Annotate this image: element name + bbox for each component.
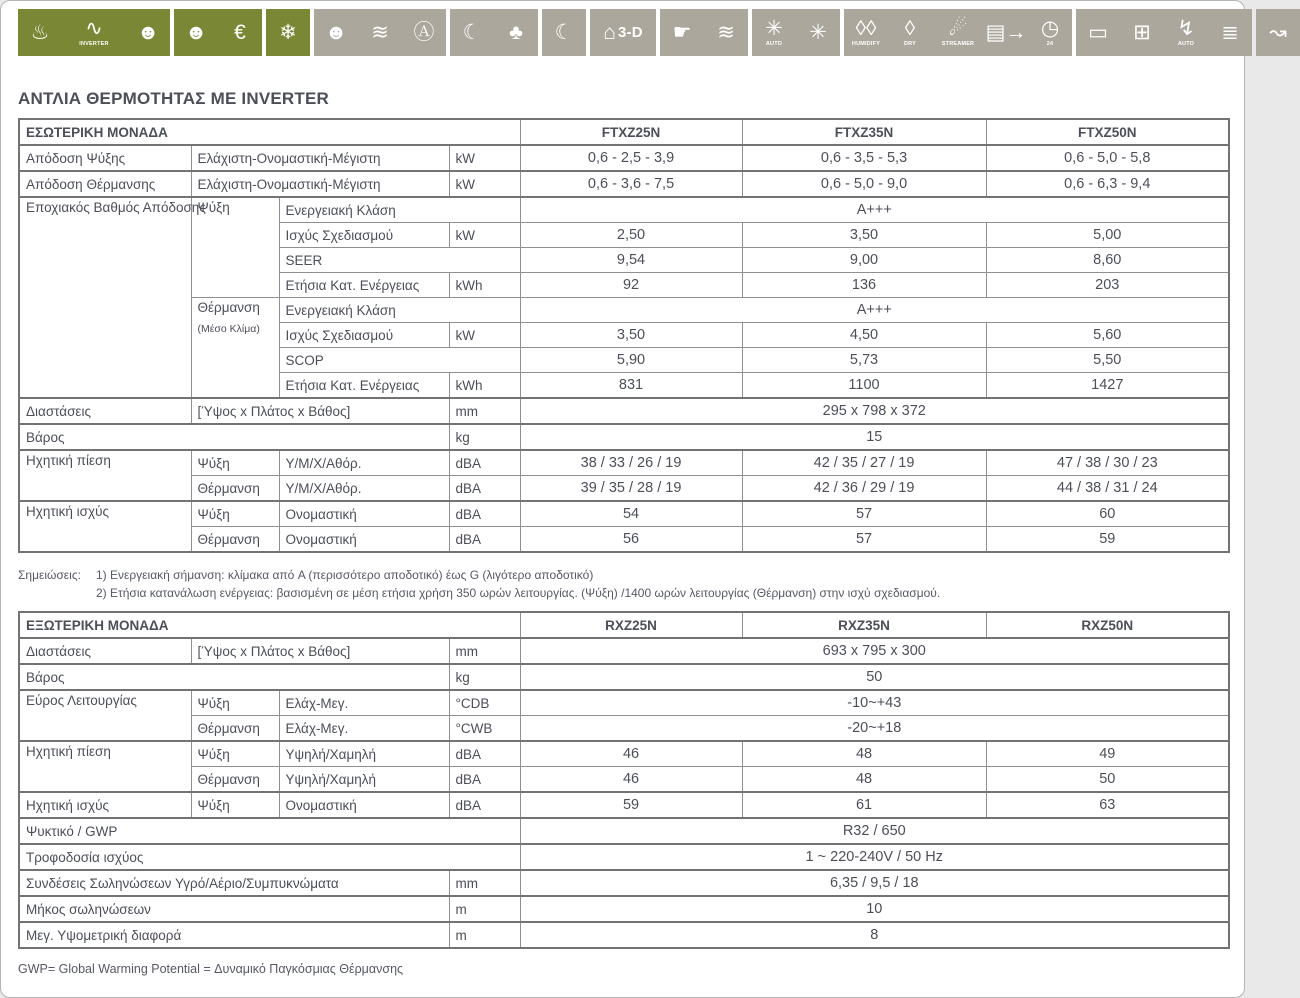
height-difference-unit: m bbox=[449, 922, 520, 948]
indoor-sound-pressure-cooling-row bbox=[19, 450, 1229, 476]
indoor-dimensions-label: Διαστάσεις bbox=[19, 398, 191, 424]
timer-24h-clock-icon-glyph: ◷ bbox=[1040, 17, 1060, 40]
heating-energy-class-value: A+++ bbox=[520, 298, 1229, 323]
cooling-annual-energy-value-3: 203 bbox=[986, 273, 1229, 298]
indoor-model-2: FTXZ35N bbox=[742, 119, 986, 145]
heating-annual-energy-unit: kWh bbox=[449, 373, 520, 399]
heating-design-load-value-3: 5,60 bbox=[986, 323, 1229, 348]
indoor-dimensions-sub-label: [Ύψος x Πλάτος x Βάθος] bbox=[191, 398, 449, 424]
sp-cooling-value-2: 42 / 35 / 27 / 19 bbox=[742, 450, 986, 476]
or-heating-mode: Θέρμανση bbox=[191, 716, 279, 742]
refrigerant-value: R32 / 650 bbox=[520, 818, 1229, 844]
heating-annual-energy-label: Ετήσια Κατ. Ενέργειας bbox=[279, 373, 449, 399]
sw-cooling-mode: Ψύξη bbox=[191, 501, 279, 527]
power-supply-value: 1 ~ 220-240V / 50 Hz bbox=[520, 844, 1229, 870]
osw-cooling-unit: dBA bbox=[449, 792, 520, 818]
cooling-annual-energy-unit: kWh bbox=[449, 273, 520, 298]
cooling-energy-class-label: Ενεργειακή Κλάση bbox=[279, 197, 520, 223]
scop-label: SCOP bbox=[279, 348, 520, 373]
outdoor-dimensions-value: 693 x 795 x 300 bbox=[520, 638, 1229, 664]
hand-flap-icon bbox=[660, 9, 704, 56]
indoor-dimensions-unit: mm bbox=[449, 398, 520, 424]
cooling-annual-energy-value-1: 92 bbox=[520, 273, 742, 298]
auto-restart-icon-caption: AUTO bbox=[1177, 41, 1195, 47]
night-tree-icon-glyph: ♣ bbox=[509, 21, 523, 44]
cooling-capacity-unit: kW bbox=[449, 145, 520, 171]
multi-connection-icon bbox=[1208, 9, 1252, 56]
night-tree-icon bbox=[494, 9, 538, 56]
outdoor-weight-row bbox=[19, 664, 1229, 690]
sp-heating-sub-label: Υ/Μ/Χ/Αθόρ. bbox=[279, 476, 449, 502]
indoor-model-3: FTXZ50N bbox=[986, 119, 1229, 145]
osp-heating-value-1: 46 bbox=[520, 767, 742, 793]
sw-cooling-value-1: 54 bbox=[520, 501, 742, 527]
indoor-weight-row bbox=[19, 424, 1229, 450]
multi-connection-icon-glyph: ≣ bbox=[1221, 21, 1239, 44]
remote-control-icon-glyph: ▭ bbox=[1088, 21, 1108, 44]
sw-cooling-value-2: 57 bbox=[742, 501, 986, 527]
outdoor-weight-unit: kg bbox=[449, 664, 520, 690]
streamer-icon-caption: STREAMER bbox=[941, 41, 975, 47]
piping-length-unit: m bbox=[449, 896, 520, 922]
intelligent-eye-person-icon bbox=[174, 9, 218, 56]
seer-value-2: 9,00 bbox=[742, 248, 986, 273]
timer-24h-clock-icon bbox=[1028, 9, 1072, 56]
filter-panel-icon bbox=[984, 9, 1028, 56]
heating-capacity-row bbox=[19, 171, 1229, 197]
heating-annual-energy-value-3: 1427 bbox=[986, 373, 1229, 399]
flap-snowflake-icon bbox=[266, 9, 310, 56]
sw-heating-mode: Θέρμανση bbox=[191, 527, 279, 553]
operating-range-cooling-row bbox=[19, 690, 1229, 716]
osp-heating-value-2: 48 bbox=[742, 767, 986, 793]
auto-mode-a-icon bbox=[402, 9, 446, 56]
indoor-sound-power-cooling-row bbox=[19, 501, 1229, 527]
outdoor-dimensions-label: Διαστάσεις bbox=[19, 638, 191, 664]
indoor-weight-value: 15 bbox=[520, 424, 1229, 450]
humidify-drops-icon-caption: HUMIDIFY bbox=[851, 41, 881, 47]
indoor-unit-table bbox=[18, 118, 1230, 553]
outdoor-dimensions-unit: mm bbox=[449, 638, 520, 664]
comfort-airflow-person-icon bbox=[126, 9, 170, 56]
sw-cooling-unit: dBA bbox=[449, 501, 520, 527]
cooling-design-load-value-3: 5,00 bbox=[986, 223, 1229, 248]
sw-heating-value-3: 59 bbox=[986, 527, 1229, 553]
scop-value-2: 5,73 bbox=[742, 348, 986, 373]
osp-cooling-value-3: 49 bbox=[986, 741, 1229, 767]
indoor-sound-power-label: Ηχητική ισχύς bbox=[19, 501, 191, 552]
refrigerant-row bbox=[19, 818, 1229, 844]
osw-cooling-value-2: 61 bbox=[742, 792, 986, 818]
sp-cooling-unit: dBA bbox=[449, 450, 520, 476]
height-difference-label: Μεγ. Υψομετρική διαφορά bbox=[19, 922, 449, 948]
indoor-header-row bbox=[19, 119, 1229, 145]
cooling-design-load-value-1: 2,50 bbox=[520, 223, 742, 248]
auto-restart-icon-glyph: ↯ bbox=[1177, 17, 1195, 40]
heating-capacity-range-label: Ελάχιστη-Ονομαστική-Μέγιστη bbox=[191, 171, 449, 197]
outdoor-sound-power-label: Ηχητική ισχύς bbox=[19, 792, 191, 818]
flap-snowflake-icon-glyph: ❄ bbox=[279, 21, 297, 44]
piping-connections-row bbox=[19, 870, 1229, 896]
wings-airflow-icon bbox=[358, 9, 402, 56]
gwp-footnote: GWP= Global Warming Potential = Δυναμικό Παγκόσμιας Θέρμανσης bbox=[18, 962, 404, 976]
coanda-wings-icon-glyph: ≋ bbox=[717, 21, 735, 44]
piping-connections-value: 6,35 / 9,5 / 18 bbox=[520, 870, 1229, 896]
cooling-design-load-label: Ισχύς Σχεδιασμού bbox=[279, 223, 449, 248]
heating-capacity-value-2: 0,6 - 5,0 - 9,0 bbox=[742, 171, 986, 197]
humidify-drops-icon bbox=[844, 9, 888, 56]
streamer-icon-glyph: ☄ bbox=[948, 17, 968, 40]
or-heating-sub-label: Ελάχ-Μεγ. bbox=[279, 716, 449, 742]
cooling-capacity-label: Απόδοση Ψύξης bbox=[19, 145, 191, 171]
feature-icon-bar bbox=[18, 9, 1287, 56]
or-heating-value: -20~+18 bbox=[520, 716, 1229, 742]
osp-cooling-value-1: 46 bbox=[520, 741, 742, 767]
comfort-airflow-person-icon-glyph: ☻ bbox=[136, 21, 160, 44]
sp-heating-unit: dBA bbox=[449, 476, 520, 502]
presence-person-icon-glyph: ☻ bbox=[324, 21, 348, 44]
sw-cooling-value-3: 60 bbox=[986, 501, 1229, 527]
presence-person-icon bbox=[314, 9, 358, 56]
outdoor-weight-label: Βάρος bbox=[19, 664, 449, 690]
outdoor-sound-pressure-cooling-row bbox=[19, 741, 1229, 767]
or-cooling-sub-label: Ελάχ-Μεγ. bbox=[279, 690, 449, 716]
swing-flap-icon-glyph: ↝ bbox=[1269, 21, 1287, 44]
fan-auto-icon-caption: AUTO bbox=[765, 41, 783, 47]
osp-heating-sub-label: Υψηλή/Χαμηλή bbox=[279, 767, 449, 793]
house-3d-airflow-icon-caption: 3-D bbox=[617, 24, 643, 41]
sw-heating-value-1: 56 bbox=[520, 527, 742, 553]
seer-value-1: 9,54 bbox=[520, 248, 742, 273]
heating-energy-class-label: Ενεργειακή Κλάση bbox=[279, 298, 520, 323]
cooling-design-load-unit: kW bbox=[449, 223, 520, 248]
seasonal-heating-mode bbox=[191, 298, 279, 399]
height-difference-value: 8 bbox=[520, 922, 1229, 948]
heating-capacity-label: Απόδοση Θέρμανσης bbox=[19, 171, 191, 197]
remote-control-icon bbox=[1076, 9, 1120, 56]
cooling-annual-energy-label: Ετήσια Κατ. Ενέργειας bbox=[279, 273, 449, 298]
heating-annual-energy-value-1: 831 bbox=[520, 373, 742, 399]
refrigerant-label: Ψυκτικό / GWP bbox=[19, 818, 520, 844]
auto-restart-icon bbox=[1164, 9, 1208, 56]
osw-cooling-value-3: 63 bbox=[986, 792, 1229, 818]
osp-heating-mode: Θέρμανση bbox=[191, 767, 279, 793]
fan-quiet-icon bbox=[796, 9, 840, 56]
power-supply-row bbox=[19, 844, 1229, 870]
cooling-capacity-row bbox=[19, 145, 1229, 171]
sp-cooling-value-3: 47 / 38 / 30 / 23 bbox=[986, 450, 1229, 476]
osp-heating-unit: dBA bbox=[449, 767, 520, 793]
hand-flap-icon-glyph: ☛ bbox=[672, 21, 692, 44]
osp-cooling-value-2: 48 bbox=[742, 741, 986, 767]
heating-design-load-unit: kW bbox=[449, 323, 520, 348]
cooling-energy-class-value: A+++ bbox=[520, 197, 1229, 223]
indoor-dimensions-value: 295 x 798 x 372 bbox=[520, 398, 1229, 424]
timer-24h-clock-icon-caption: 24 bbox=[1046, 41, 1054, 47]
seer-value-3: 8,60 bbox=[986, 248, 1229, 273]
operating-range-label: Εύρος Λειτουργίας bbox=[19, 690, 191, 741]
outdoor-model-1: RXZ25N bbox=[520, 612, 742, 638]
piggy-bank-econo-icon bbox=[218, 9, 262, 56]
indoor-weight-unit: kg bbox=[449, 424, 520, 450]
house-3d-airflow-icon bbox=[590, 9, 656, 56]
seasonal-heating-climate-note: (Μέσο Κλίμα) bbox=[197, 322, 260, 335]
osp-heating-value-3: 50 bbox=[986, 767, 1229, 793]
wired-controller-icon bbox=[1120, 9, 1164, 56]
heating-capacity-value-3: 0,6 - 6,3 - 9,4 bbox=[986, 171, 1229, 197]
outdoor-sound-pressure-label: Ηχητική πίεση bbox=[19, 741, 191, 792]
coanda-wings-icon bbox=[704, 9, 748, 56]
osw-cooling-mode: Ψύξη bbox=[191, 792, 279, 818]
cooling-capacity-value-3: 0,6 - 5,0 - 5,8 bbox=[986, 145, 1229, 171]
outdoor-model-3: RXZ50N bbox=[986, 612, 1229, 638]
house-3d-airflow-icon-glyph: ⌂ bbox=[603, 21, 616, 44]
seasonal-cooling-energy-class-row bbox=[19, 197, 1229, 223]
notes-block bbox=[18, 566, 1228, 602]
sp-cooling-sub-label: Υ/Μ/Χ/Αθόρ. bbox=[279, 450, 449, 476]
humidify-drops-icon-glyph: ◊◊ bbox=[855, 17, 877, 40]
humidify-pot-icon-glyph: ♨ bbox=[30, 21, 50, 44]
outdoor-header-row bbox=[19, 612, 1229, 638]
operating-range-heating-row bbox=[19, 716, 1229, 742]
outdoor-unit-table bbox=[18, 611, 1230, 949]
outdoor-sound-power-row bbox=[19, 792, 1229, 818]
filter-panel-icon-glyph: ▤→ bbox=[985, 21, 1027, 44]
outdoor-weight-value: 50 bbox=[520, 664, 1229, 690]
sw-heating-sub-label: Ονομαστική bbox=[279, 527, 449, 553]
humidify-pot-icon bbox=[18, 9, 62, 56]
seasonal-efficiency-label: Εποχιακός Βαθμός Απόδοσης bbox=[19, 197, 191, 398]
piping-connections-label: Συνδέσεις Σωληνώσεων Υγρό/Αέριο/Συμπυκνώματα bbox=[19, 870, 449, 896]
indoor-weight-label: Βάρος bbox=[19, 424, 449, 450]
outdoor-model-2: RXZ35N bbox=[742, 612, 986, 638]
or-cooling-value: -10~+43 bbox=[520, 690, 1229, 716]
sw-heating-unit: dBA bbox=[449, 527, 520, 553]
seer-label: SEER bbox=[279, 248, 520, 273]
sw-cooling-sub-label: Ονομαστική bbox=[279, 501, 449, 527]
outdoor-table-title: ΕΞΩΤΕΡΙΚΗ ΜΟΝΑΔΑ bbox=[19, 612, 520, 638]
piping-length-label: Μήκος σωληνώσεων bbox=[19, 896, 449, 922]
indoor-sound-power-heating-row bbox=[19, 527, 1229, 553]
outdoor-sound-pressure-heating-row bbox=[19, 767, 1229, 793]
fan-auto-icon bbox=[752, 9, 796, 56]
indoor-sound-pressure-label: Ηχητική πίεση bbox=[19, 450, 191, 501]
osw-cooling-sub-label: Ονομαστική bbox=[279, 792, 449, 818]
heating-capacity-unit: kW bbox=[449, 171, 520, 197]
sp-heating-value-1: 39 / 35 / 28 / 19 bbox=[520, 476, 742, 502]
wired-controller-icon-glyph: ⊞ bbox=[1133, 21, 1151, 44]
power-supply-label: Τροφοδοσία ισχύος bbox=[19, 844, 520, 870]
heating-design-load-label: Ισχύς Σχεδιασμού bbox=[279, 323, 449, 348]
dry-drop-icon-caption: DRY bbox=[903, 41, 916, 47]
cooling-capacity-value-1: 0,6 - 2,5 - 3,9 bbox=[520, 145, 742, 171]
scop-value-1: 5,90 bbox=[520, 348, 742, 373]
notes-lines bbox=[96, 566, 940, 602]
night-set-mode-icon-glyph: ☾ bbox=[554, 21, 574, 44]
wings-airflow-icon-glyph: ≋ bbox=[371, 21, 389, 44]
indoor-model-1: FTXZ25N bbox=[520, 119, 742, 145]
night-set-mode-icon bbox=[542, 9, 586, 56]
piping-connections-unit: mm bbox=[449, 870, 520, 896]
sp-heating-value-2: 42 / 36 / 29 / 19 bbox=[742, 476, 986, 502]
seasonal-cooling-mode: Ψύξη bbox=[191, 197, 279, 298]
scop-value-3: 5,50 bbox=[986, 348, 1229, 373]
height-difference-row bbox=[19, 922, 1229, 948]
note-line-2: 2) Ετήσια κατανάλωση ενέργειας: βασισμένη σε μέση ετήσια χρήση 350 ωρών λειτουργίας. (Ψύξη) /1400 ωρών λειτουργίας (Θέρμανση) στην ισχύ σχεδιασμού. bbox=[96, 586, 941, 600]
cooling-annual-energy-value-2: 136 bbox=[742, 273, 986, 298]
indoor-sound-pressure-heating-row bbox=[19, 476, 1229, 502]
cooling-design-load-value-2: 3,50 bbox=[742, 223, 986, 248]
fan-quiet-icon-glyph: ✳ bbox=[809, 21, 827, 44]
inverter-chart-icon-glyph: ∿ bbox=[85, 17, 103, 40]
heating-capacity-value-1: 0,6 - 3,6 - 7,5 bbox=[520, 171, 742, 197]
quiet-outdoor-night-icon bbox=[450, 9, 494, 56]
osp-cooling-unit: dBA bbox=[449, 741, 520, 767]
piping-length-row bbox=[19, 896, 1229, 922]
sp-cooling-value-1: 38 / 33 / 26 / 19 bbox=[520, 450, 742, 476]
cooling-capacity-range-label: Ελάχιστη-Ονομαστική-Μέγιστη bbox=[191, 145, 449, 171]
sp-heating-mode: Θέρμανση bbox=[191, 476, 279, 502]
or-cooling-mode: Ψύξη bbox=[191, 690, 279, 716]
inverter-chart-icon-caption: INVERTER bbox=[79, 41, 109, 47]
indoor-dimensions-row bbox=[19, 398, 1229, 424]
piping-length-value: 10 bbox=[520, 896, 1229, 922]
intelligent-eye-person-icon-glyph: ☻ bbox=[184, 21, 208, 44]
sw-heating-value-2: 57 bbox=[742, 527, 986, 553]
inverter-chart-icon bbox=[62, 9, 126, 56]
heating-design-load-value-1: 3,50 bbox=[520, 323, 742, 348]
or-cooling-unit: °CDB bbox=[449, 690, 520, 716]
seasonal-heating-mode-label: Θέρμανση bbox=[197, 300, 260, 315]
outdoor-dimensions-row bbox=[19, 638, 1229, 664]
heating-annual-energy-value-2: 1100 bbox=[742, 373, 986, 399]
heating-design-load-value-2: 4,50 bbox=[742, 323, 986, 348]
dry-drop-icon bbox=[888, 9, 932, 56]
seasonal-heating-energy-class-row bbox=[19, 298, 1229, 323]
osw-cooling-value-1: 59 bbox=[520, 792, 742, 818]
sp-heating-value-3: 44 / 38 / 31 / 24 bbox=[986, 476, 1229, 502]
auto-mode-a-icon-glyph: Ⓐ bbox=[413, 21, 435, 44]
or-heating-unit: °CWB bbox=[449, 716, 520, 742]
notes-prefix: Σημειώσεις: bbox=[18, 568, 81, 582]
cooling-capacity-value-2: 0,6 - 3,5 - 5,3 bbox=[742, 145, 986, 171]
page-title: ΑΝΤΛΙΑ ΘΕΡΜΟΤΗΤΑΣ ΜΕ INVERTER bbox=[18, 89, 329, 108]
fan-auto-icon-glyph: ✳ bbox=[765, 17, 783, 40]
indoor-table-title: ΕΣΩΤΕΡΙΚΗ ΜΟΝΑΔΑ bbox=[19, 119, 520, 145]
swing-flap-icon bbox=[1256, 9, 1300, 56]
sp-cooling-mode: Ψύξη bbox=[191, 450, 279, 476]
piggy-bank-econo-icon-glyph: € bbox=[234, 21, 246, 44]
osp-cooling-sub-label: Υψηλή/Χαμηλή bbox=[279, 741, 449, 767]
dry-drop-icon-glyph: ◊ bbox=[904, 17, 916, 40]
outdoor-dimensions-sub-label: [Ύψος x Πλάτος x Βάθος] bbox=[191, 638, 449, 664]
osp-cooling-mode: Ψύξη bbox=[191, 741, 279, 767]
streamer-icon bbox=[932, 9, 984, 56]
note-line-1: 1) Ενεργειακή σήμανση: κλίμακα από A (περισσότερο αποδοτικό) έως G (λιγότερο αποδοτικό) bbox=[96, 568, 594, 582]
quiet-outdoor-night-icon-glyph: ☾ bbox=[462, 21, 482, 44]
